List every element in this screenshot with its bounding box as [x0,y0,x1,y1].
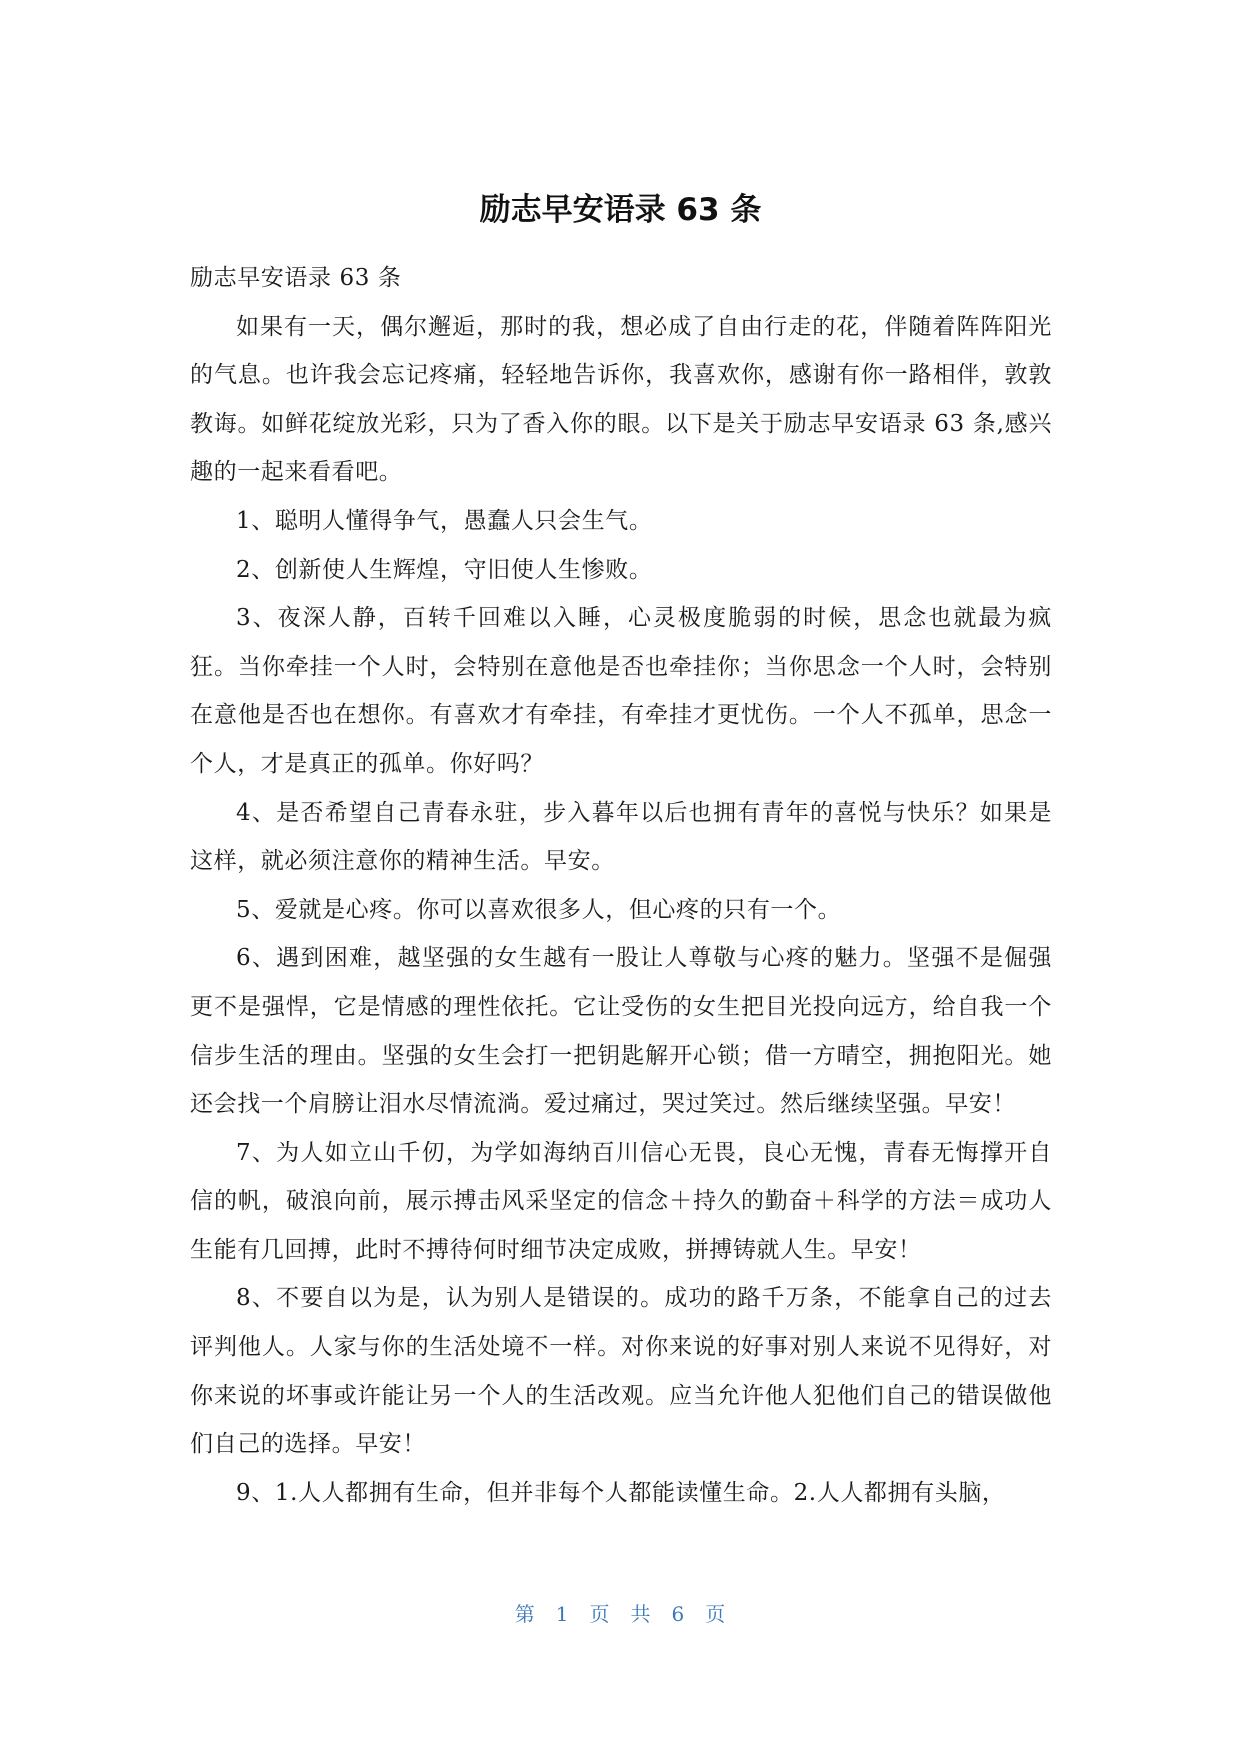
footer-total-suffix: 页 [705,1602,727,1626]
footer-total-pages: 6 [671,1602,686,1626]
page-footer [0,1598,1241,1627]
quote-item: 1、聪明人懂得争气，愚蠢人只会生气。 [236,507,653,534]
footer-page-label: 第 [514,1602,536,1626]
paragraph-intro: 如果有一天，偶尔邂逅，那时的我，想必成了自由行走的花，伴随着阵阵阳光的气息。也许我会忘记疼痛，轻轻地告诉你，我喜欢你，感谢有你一路相伴，敦敦教诲。如鲜花绽放光彩，只为了香入你的眼。以下是关于励志早安语录 63 条,感兴趣的一起来看看吧。 [190,313,1052,486]
footer-page-number: 1 [555,1602,570,1626]
quote-item: 4、是否希望自己青春永驻，步入暮年以后也拥有青年的喜悦与快乐？如果是这样，就必须注意你的精神生活。早安。 [190,799,1052,875]
document-body [190,254,1052,1517]
document-title: 励志早安语录 63 条 [479,192,762,228]
document-subtitle: 励志早安语录 63 条 [190,265,402,291]
quote-item: 3、夜深人静，百转千回难以入睡，心灵极度脆弱的时候，思念也就最为疯狂。当你牵挂一个人时，会特别在意他是否也牵挂你；当你思念一个人时，会特别在意他是否也在想你。有喜欢才有牵挂，有牵挂才更忧伤。一个人不孤单，思念一个人，才是真正的孤单。你好吗？ [190,605,1052,777]
footer-total-label: 共 [630,1602,652,1626]
quote-item: 5、爱就是心疼。你可以喜欢很多人，但心疼的只有一个。 [236,896,842,923]
quote-item: 9、1.人人都拥有生命，但并非每个人都能读懂生命。2.人人都拥有头脑， [236,1479,1006,1506]
quote-item: 2、创新使人生辉煌，守旧使人生惨败。 [236,556,653,583]
footer-page-of: 页 [589,1602,611,1626]
quote-item: 7、为人如立山千仞，为学如海纳百川信心无畏，良心无愧，青春无悔撑开自信的帆，破浪向前，展示搏击风采坚定的信念＋持久的勤奋＋科学的方法＝成功人生能有几回搏，此时不搏待何时细节决定成败，拼搏铸就人生。早安！ [190,1139,1052,1263]
quote-item: 6、遇到困难，越坚强的女生越有一股让人尊敬与心疼的魅力。坚强不是倔强更不是强悍，它是情感的理性依托。它让受伤的女生把目光投向远方，给自我一个信步生活的理由。坚强的女生会打一把钥匙解开心锁；借一方晴空，拥抱阳光。她还会找一个肩膀让泪水尽情流淌。爱过痛过，哭过笑过。然后继续坚强。早安！ [190,945,1052,1118]
quote-item: 8、不要自以为是，认为别人是错误的。成功的路千万条，不能拿自己的过去评判他人。人家与你的生活处境不一样。对你来说的好事对别人来说不见得好，对你来说的坏事或许能让另一个人的生活改观。应当允许他人犯他们自己的错误做他们自己的选择。早安！ [190,1285,1052,1458]
